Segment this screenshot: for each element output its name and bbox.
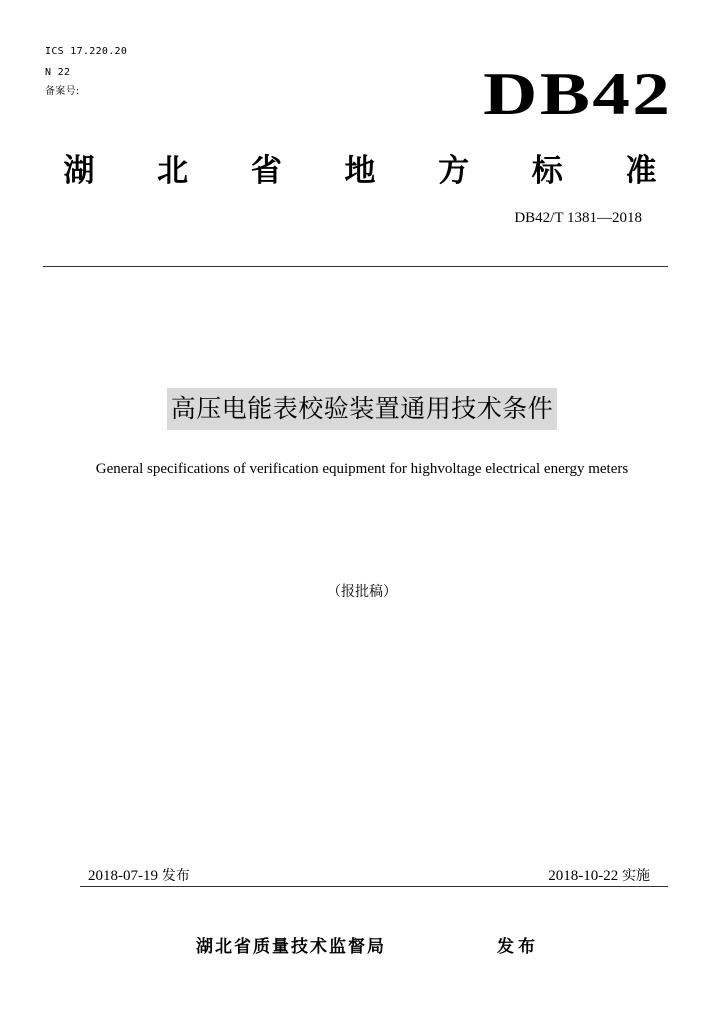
standard-title — [45, 150, 675, 192]
filing-number-label: 备案号: — [45, 86, 80, 97]
effective-date: 2018-10-22 — [548, 868, 619, 884]
publish-date: 2018-07-19 — [88, 868, 158, 884]
standard-code: DB42/T 1381—2018 — [514, 210, 642, 226]
standard-title-char: 湖 — [63, 153, 95, 189]
standard-title-char: 地 — [344, 153, 376, 189]
document-title-cn-wrap — [0, 388, 724, 430]
ics-code: ICS 17.220.20 — [45, 46, 128, 57]
top-divider — [43, 266, 668, 267]
document-title-en: General specifications of verification equipment for highvoltage electrical energy meters — [95, 461, 629, 477]
publish-label: 发布 — [161, 868, 190, 884]
standard-title-char: 准 — [625, 153, 657, 189]
standard-title-char: 北 — [157, 153, 189, 189]
standard-title-char: 省 — [250, 153, 282, 189]
bottom-divider — [80, 886, 668, 887]
standard-title-char: 标 — [531, 153, 563, 189]
effective-date-line — [548, 866, 650, 886]
document-title-cn: 高压电能表校验装置通用技术条件 — [167, 388, 558, 430]
db42-logo: DB42 — [482, 61, 672, 127]
classification-code: N 22 — [45, 67, 71, 78]
draft-status: （报批稿） — [327, 584, 397, 600]
issuer-action: 发布 — [497, 937, 539, 957]
issuer-name: 湖北省质量技术监督局 — [196, 937, 386, 957]
effective-label: 实施 — [622, 868, 650, 884]
publish-date-line — [88, 866, 190, 886]
standard-title-char: 方 — [438, 153, 470, 189]
